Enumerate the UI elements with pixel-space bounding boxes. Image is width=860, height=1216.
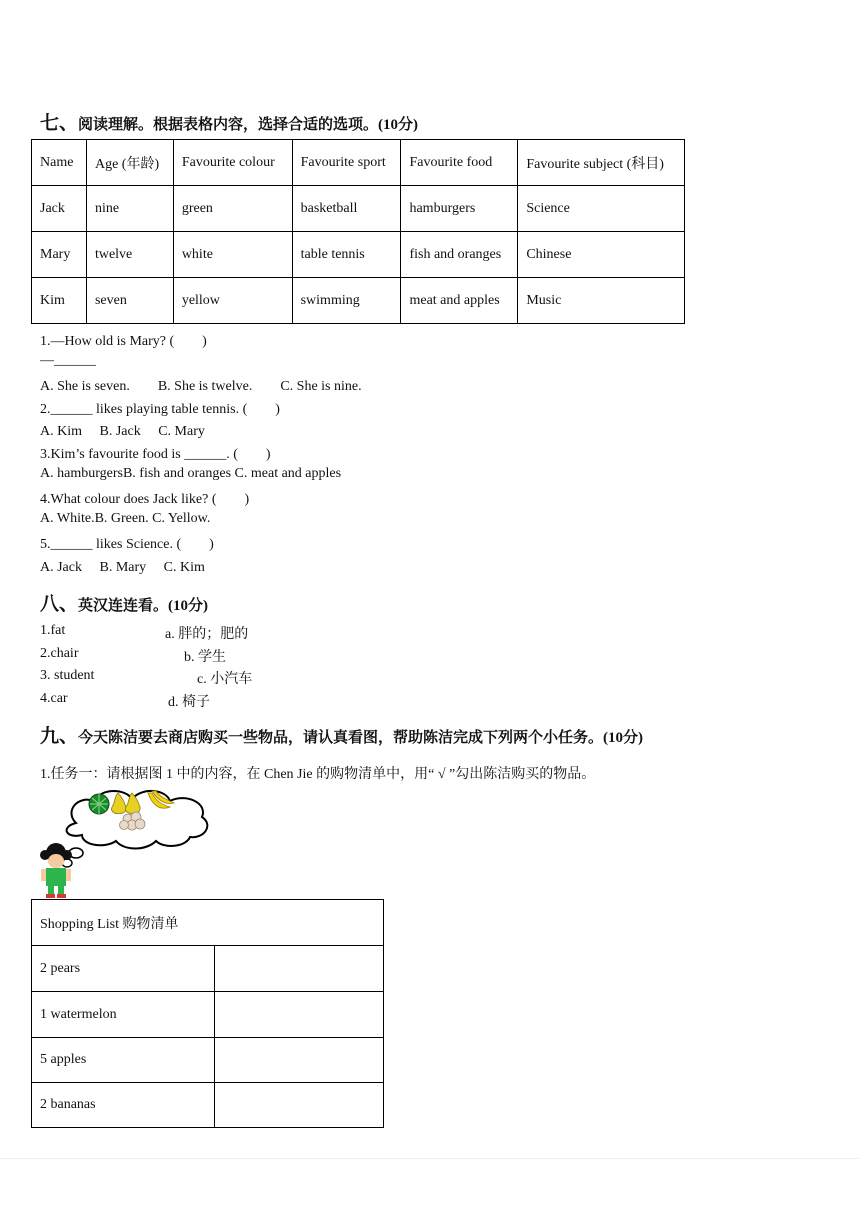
table-header: Age (年龄): [86, 140, 173, 186]
watermelon-icon: [89, 794, 109, 814]
match-word: 2.chair: [40, 646, 79, 661]
table-cell: swimming: [292, 278, 401, 324]
question-line: 4.What colour does Jack like? ( ): [40, 492, 250, 507]
table-cell: table tennis: [292, 232, 401, 278]
check-cell[interactable]: [214, 1083, 383, 1128]
question-line: 3.Kim’s favourite food is ______. ( ): [40, 447, 271, 462]
table-cell: Music: [518, 278, 685, 324]
section-number: 九、: [40, 726, 79, 747]
match-meaning: d. 椅子: [168, 695, 210, 710]
table-header-row: [32, 140, 685, 186]
match-word: 3. student: [40, 668, 95, 683]
info-table: [31, 139, 685, 324]
list-item: 1 watermelon: [32, 992, 215, 1038]
options-line: A. Kim B. Jack C. Mary: [40, 424, 205, 439]
table-cell: fish and oranges: [401, 232, 518, 278]
table-row: [32, 946, 384, 992]
table-header: Name: [32, 140, 87, 186]
thought-bubble-illustration: [36, 783, 218, 901]
match-meaning: c. 小汽车: [197, 672, 253, 687]
table-header: Favourite sport: [292, 140, 401, 186]
girl-icon: [40, 843, 72, 898]
section-number: 七、: [40, 113, 79, 134]
match-word: 4.car: [40, 691, 68, 706]
table-row: [32, 278, 685, 324]
shopping-list-header-row: [32, 900, 384, 946]
table-cell: nine: [86, 186, 173, 232]
page-divider: [0, 1158, 860, 1159]
section-number: 八、: [40, 594, 79, 615]
list-item: 2 pears: [32, 946, 215, 992]
question-line: 1.—How old is Mary? ( ): [40, 334, 207, 349]
table-cell: green: [173, 186, 292, 232]
section-title-text: 英汉连连看。(10分): [78, 598, 209, 614]
table-cell: Jack: [32, 186, 87, 232]
check-cell[interactable]: [214, 992, 383, 1038]
table-cell: meat and apples: [401, 278, 518, 324]
list-item: 5 apples: [32, 1038, 215, 1083]
check-cell[interactable]: [214, 1038, 383, 1083]
options-line: A. hamburgersB. fish and oranges C. meat and apples: [40, 466, 342, 481]
table-header: Favourite food: [401, 140, 518, 186]
shopping-list-title: Shopping List 购物清单: [32, 900, 384, 946]
table-row: [32, 1083, 384, 1128]
task-1-instruction: 1.任务一：请根据图 1 中的内容，在 Chen Jie 的购物清单中，用“ √ ”勾出陈洁购买的物品。: [40, 767, 596, 782]
section-title-text: 阅读理解。根据表格内容，选择合适的选项。(10分): [78, 117, 419, 133]
section-title-text: 今天陈洁要去商店购买一些物品，请认真看图，帮助陈洁完成下列两个小任务。(10分): [78, 730, 644, 746]
match-meaning: b. 学生: [184, 650, 226, 665]
table-cell: Chinese: [518, 232, 685, 278]
shopping-list-table: [31, 899, 384, 1128]
table-cell: Kim: [32, 278, 87, 324]
table-cell: basketball: [292, 186, 401, 232]
table-row: [32, 186, 685, 232]
table-header: Favourite subject (科目): [518, 140, 685, 186]
table-cell: twelve: [86, 232, 173, 278]
match-word: 1.fat: [40, 623, 66, 638]
question-line: 2.______ likes playing table tennis. ( ): [40, 402, 280, 417]
section-9-title: [40, 721, 643, 748]
section-7-title: [40, 108, 418, 135]
table-cell: white: [173, 232, 292, 278]
options-line: A. White.B. Green. C. Yellow.: [40, 511, 211, 526]
table-cell: seven: [86, 278, 173, 324]
question-line: 5.______ likes Science. ( ): [40, 537, 214, 552]
options-line: A. She is seven. B. She is twelve. C. She is nine.: [40, 379, 362, 394]
options-line: A. Jack B. Mary C. Kim: [40, 560, 205, 575]
check-cell[interactable]: [214, 946, 383, 992]
section-8-title: [40, 589, 208, 616]
table-header: Favourite colour: [173, 140, 292, 186]
table-cell: Science: [518, 186, 685, 232]
table-cell: Mary: [32, 232, 87, 278]
table-cell: hamburgers: [401, 186, 518, 232]
table-row: [32, 232, 685, 278]
table-row: [32, 992, 384, 1038]
answer-blank: —______: [40, 353, 96, 368]
match-meaning: a. 胖的；肥的: [165, 627, 249, 642]
table-cell: yellow: [173, 278, 292, 324]
table-row: [32, 1038, 384, 1083]
list-item: 2 bananas: [32, 1083, 215, 1128]
